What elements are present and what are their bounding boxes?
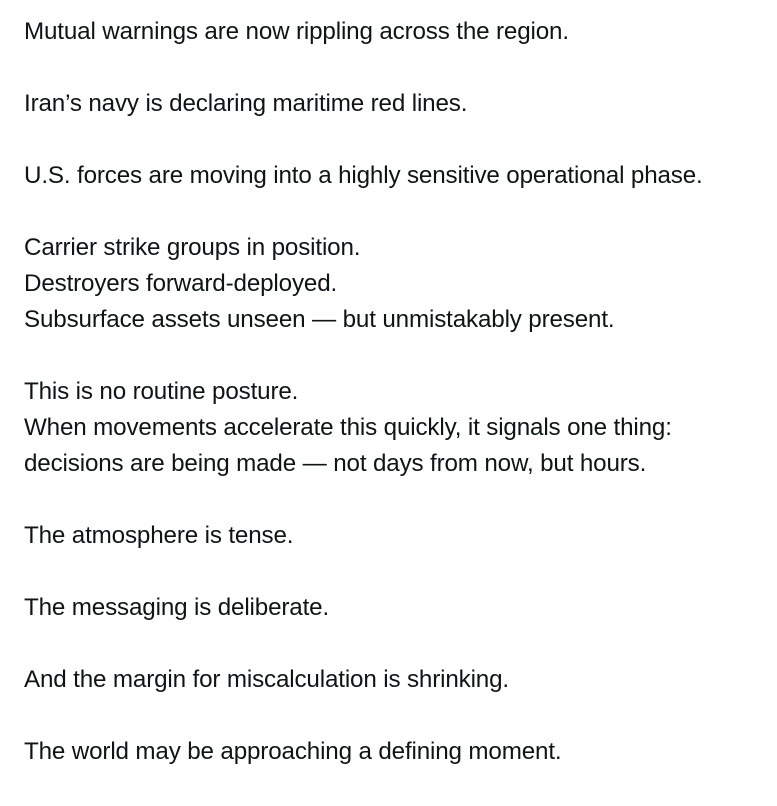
post-text-line: Carrier strike groups in position.	[24, 234, 361, 261]
paragraph-2	[24, 86, 774, 122]
post-text-line: Subsurface assets unseen — but unmistakably present.	[24, 306, 615, 333]
post-text-line: Mutual warnings are now rippling across the region.	[24, 18, 569, 45]
paragraph-3	[24, 158, 774, 194]
paragraph-7	[24, 590, 774, 626]
paragraph-4	[24, 230, 774, 338]
post-text-line: The atmosphere is tense.	[24, 522, 294, 549]
paragraph-6	[24, 518, 774, 554]
post-text-line: And the margin for miscalculation is shrinking.	[24, 666, 509, 693]
post-text-line: Destroyers forward-deployed.	[24, 270, 338, 297]
paragraph-5	[24, 374, 774, 482]
paragraph-9	[24, 734, 774, 770]
post-text-line: U.S. forces are moving into a highly sensitive operational phase.	[24, 162, 703, 189]
post-text-line: decisions are being made — not days from now, but hours.	[24, 450, 647, 477]
paragraph-1	[24, 14, 774, 50]
post-text-line: This is no routine posture.	[24, 378, 299, 405]
post-text-line: When movements accelerate this quickly, it signals one thing:	[24, 414, 672, 441]
post-text-line: The world may be approaching a defining moment.	[24, 738, 562, 765]
paragraph-8	[24, 662, 774, 698]
post-text-line: The messaging is deliberate.	[24, 594, 330, 621]
post-text-line: Iran’s navy is declaring maritime red lines.	[24, 90, 468, 117]
post-body	[24, 14, 774, 806]
